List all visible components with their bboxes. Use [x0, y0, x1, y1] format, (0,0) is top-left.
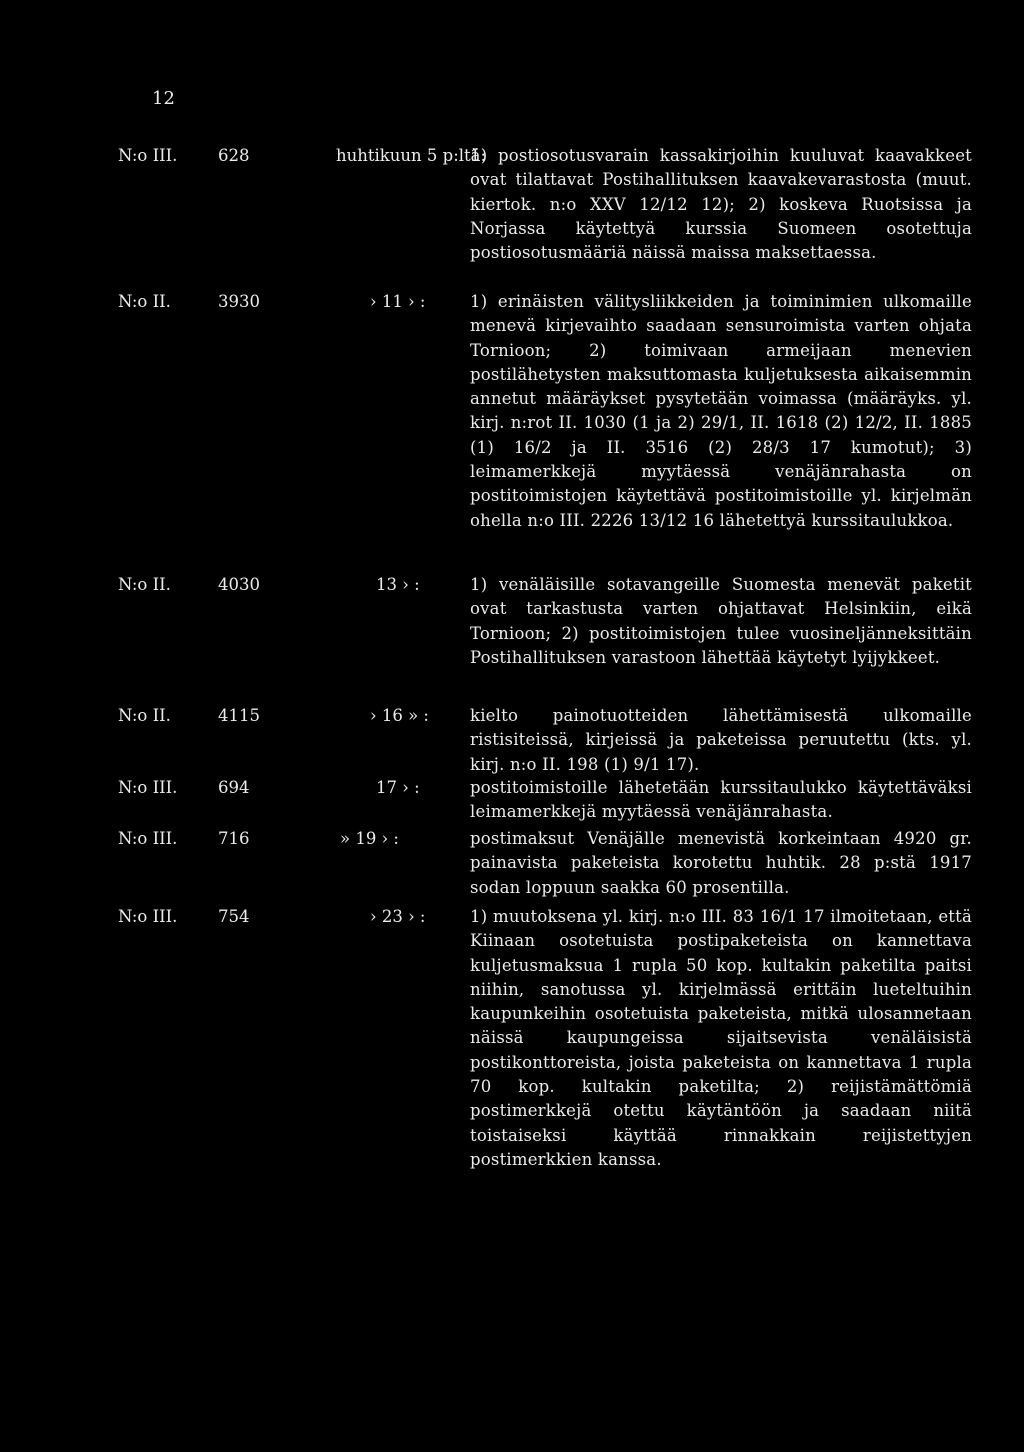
entry-ref: N:o II.: [118, 292, 171, 311]
entry-text: kielto painotuotteiden lähettämisestä ulkomaille ristisiteissä, kirjeissä ja paketeissa peruutettu (kts. yl. kirj. n:o II. 198 (1) 9/1 17).: [470, 706, 972, 774]
entry-1: [0, 144, 1024, 265]
entry-text: 1) erinäisten välitysliikkeiden ja toiminimien ulkomaille menevä kirjevaihto saadaan sensuroimista varten ohjata Tornioon; 2) toimivaan armeijaan menevien postilähetysten maksuttomasta kuljetuksesta aikaisemmin annetut määräykset pysytetään voimassa (määräyks. yl. kirj. n:rot II. 1030 (1 ja 2) 29/1, II. 1618 (2) 12/2, II. 1885 (1) 16/2 ja II. 3516 (2) 28/3 17 kumotut); 3) leimamerkkejä myytäessä venäjänrahasta on postitoimistojen käytettävä postitoimistoille yl. kirjelmän ohella n:o III. 2226 13/12 16 lähetettyä kurssitaulukkoa.: [470, 292, 972, 530]
entry-4: [0, 704, 1024, 777]
entry-date: 17 › :: [376, 778, 420, 797]
entry-text: postitoimistoille lähetetään kurssitaulukko käytettäväksi leimamerkkejä myytäessä venäjänrahasta.: [470, 778, 972, 822]
entry-date: › 11 › :: [370, 292, 426, 311]
entry-date: 13 › :: [376, 575, 420, 594]
entry-text: 1) venäläisille sotavangeille Suomesta menevät paketit ovat tarkastusta varten ohjattavat Helsinkiin, eikä Tornioon; 2) postitoimistojen tulee vuosineljänneksittäin Postihallituksen varastoon lähettää käytetyt lyijykkeet.: [470, 575, 972, 667]
entry-ref: N:o III.: [118, 907, 178, 926]
entry-2: [0, 290, 1024, 533]
entry-date: › 16 » :: [370, 706, 429, 725]
entry-text: 1) muutoksena yl. kirj. n:o III. 83 16/1 17 ilmoitetaan, että Kiinaan osotetuista postipaketeista on kannettava kuljetusmaksua 1 rupla 50 kop. kultakin paketilta paitsi niihin, sanotussa yl. kirjelmässä erittäin lueteltuihin kaupunkeihin osotetuista paketeista, mitkä ulosannetaan näissä kaupungeissa sijaitsevista venäläisistä postikonttoreista, joista paketeista on kannettava 1 rupla 70 kop. kultakin paketilta; 2) reijistämättömiä postimerkkejä otettu käytäntöön ja saadaan niitä toistaiseksi käyttää rinnakkain reijistettyjen postimerkkien kanssa.: [470, 907, 972, 1169]
entry-text: postimaksut Venäjälle menevistä korkeintaan 4920 gr. painavista paketeista korotettu huhtik. 28 p:stä 1917 sodan loppuun saakka 60 prosentilla.: [470, 829, 972, 897]
entry-number: 628: [218, 146, 250, 165]
entry-ref: N:o II.: [118, 706, 171, 725]
entry-ref: N:o III.: [118, 778, 178, 797]
entry-date: huhtikuun 5 p:ltä:: [336, 146, 487, 165]
entry-text: 1) postiosotusvarain kassakirjoihin kuuluvat kaavakkeet ovat tilattavat Postihallituksen kaavakevarastosta (muut. kiertok. n:o XXV 12/12 12); 2) koskeva Ruotsissa ja Norjassa käytettyä kurssia Suomeen osotettuja postiosotusmääriä näissä maissa maksettaessa.: [470, 146, 972, 263]
entry-number: 754: [218, 907, 250, 926]
entry-5: [0, 776, 1024, 825]
entry-ref: N:o III.: [118, 146, 178, 165]
entry-number: 4115: [218, 706, 260, 725]
entry-date: » 19 › :: [340, 829, 399, 848]
entry-number: 3930: [218, 292, 260, 311]
entry-number: 694: [218, 778, 250, 797]
entry-date: › 23 › :: [370, 907, 426, 926]
page-number: 12: [152, 88, 175, 109]
entry-6: [0, 827, 1024, 900]
entry-3: [0, 573, 1024, 670]
entry-ref: N:o III.: [118, 829, 178, 848]
entry-number: 4030: [218, 575, 260, 594]
entry-7: [0, 905, 1024, 1172]
entry-number: 716: [218, 829, 250, 848]
entry-ref: N:o II.: [118, 575, 171, 594]
